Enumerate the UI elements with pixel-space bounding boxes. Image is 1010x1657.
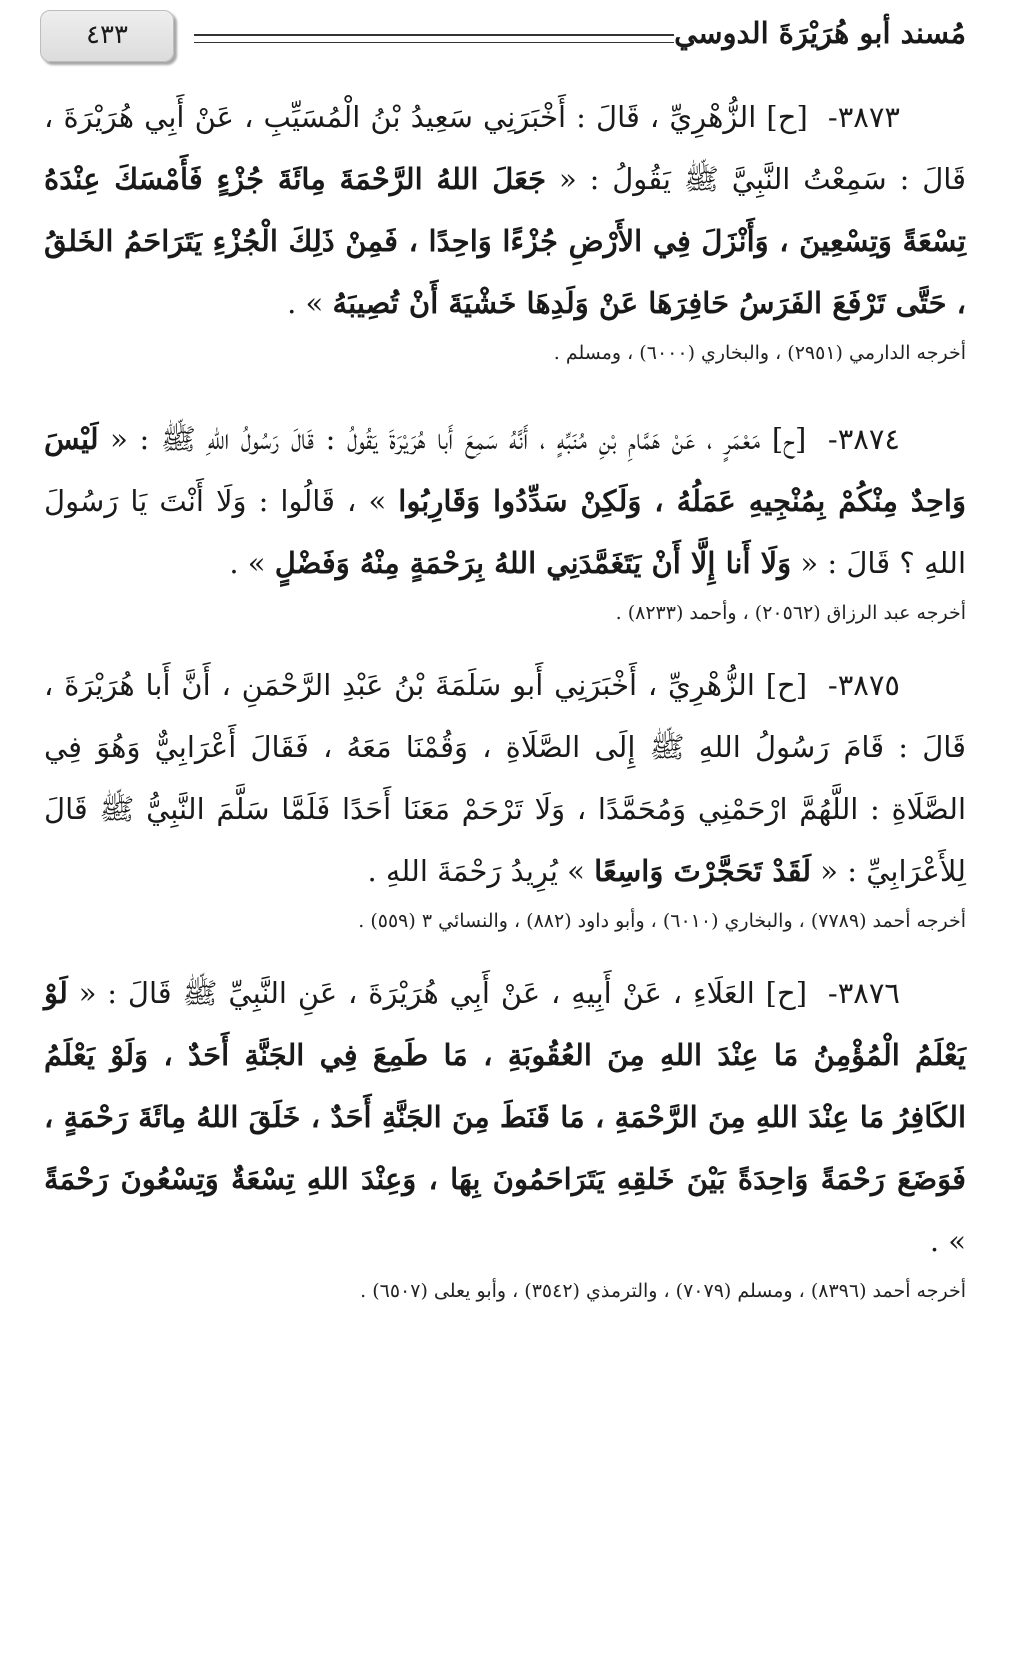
hadith-matn-2: وَلَا أَنا إِلَّا أَنْ يَتَغَمَّدَنِي اللهُ بِرَحْمَةٍ مِنْهُ وَفَضْلٍ xyxy=(274,546,792,580)
hadith-end: » يُرِيدُ رَحْمَةَ اللهِ . xyxy=(367,854,585,888)
hadith-middle: » ، قَالُوا : وَلَا أَنْتَ يَا رَسُولَ اللهِ ؟ قَالَ : « xyxy=(44,484,966,580)
hadith-matn: لَوْ يَعْلَمُ الْمُؤْمِنُ مَا عِنْدَ اللهِ مِنَ العُقُوبَةِ ، مَا طَمِعَ فِي الجَنَّةِ أَحَدٌ ، وَلَوْ يَعْلَمُ الكَافِرُ مَا عِنْدَ اللهِ مِنَ الرَّحْمَةِ ، مَا قَنَطَ مِنَ الجَنَّةِ أَحَدٌ ، خَلَقَ اللهُ مِائَةَ رَحْمَةٍ ، فَوَضَعَ رَحْمَةً وَاحِدَةً بَيْنَ خَلقِهِ يَتَرَاحَمُونَ بِهَا ، وَعِنْدَ اللهِ تِسْعَةٌ وَتِسْعُونَ رَحْمَةً xyxy=(44,976,966,1196)
hadith-3876 xyxy=(44,962,966,1272)
takhrij-note: أخرجه الدارمي (٢٩٥١) ، والبخاري (٦٠٠٠) ، ومسلم . xyxy=(553,342,966,364)
page-header xyxy=(36,10,966,64)
hadith-number: ٣٨٧٥- xyxy=(827,668,901,702)
hadith-number: ٣٨٧٣- xyxy=(827,100,901,134)
hadith-matn: لَيْسَ وَاحِدٌ مِنْكُمْ بِمُنْجِيهِ عَمَلُهُ ، وَلَكِنْ سَدِّدُوا وَقَارِبُوا xyxy=(44,422,966,518)
hadith-isnad: [ح] الزُّهْرِيِّ ، أَخْبَرَنِي أَبو سَلَمَةَ بْنُ عَبْدِ الرَّحْمَنِ ، أَنَّ أَبا هُرَيْرَةَ ، قَالَ : قَامَ رَسُولُ اللهِ ﷺ إِلَى الصَّلَاةِ ، وَقُمْنَا مَعَهُ ، فَقَالَ أَعْرَابِيٌّ وَهُوَ فِي الصَّلَاةِ : اللَّهُمَّ ارْحَمْنِي وَمُحَمَّدًا ، وَلَا تَرْحَمْ مَعَنَا أَحَدًا فَلَمَّا سَلَّمَ النَّبِيُّ ﷺ قَالَ لِلأَعْرَابِيِّ : « xyxy=(44,668,966,888)
hadith-end: » . xyxy=(929,1224,966,1258)
page-content xyxy=(44,86,966,1332)
hadith-3874 xyxy=(44,408,966,594)
hadith-end: » . xyxy=(287,286,324,320)
page-number: ٤٣٣ xyxy=(40,10,174,62)
hadith-matn: لَقَدْ تَحَجَّرْتَ وَاسِعًا xyxy=(594,854,812,888)
hadith-matn: جَعَلَ اللهُ الرَّحْمَةَ مِائَةَ جُزْءٍ فَأَمْسَكَ عِنْدَهُ تِسْعَةً وَتِسْعِينَ ، وَأَنْزَلَ فِي الأَرْضِ جُزْءًا وَاحِدًا ، فَمِنْ ذَلِكَ الْجُزْءِ يَتَرَاحَمُ الخَلقُ ، حَتَّى تَرْفَعَ الفَرَسُ حَافِرَهَا عَنْ وَلَدِهَا خَشْيَةَ أَنْ تُصِيبَهُ xyxy=(44,162,966,320)
hadith-isnad: [ح] العَلَاءِ ، عَنْ أَبِيهِ ، عَنْ أَبِي هُرَيْرَةَ ، عَنِ النَّبِيِّ ﷺ قَالَ : « xyxy=(78,976,808,1010)
header-rule-thin xyxy=(194,42,674,43)
header-rule xyxy=(194,34,674,36)
hadith-end: » . xyxy=(229,546,266,580)
hadith-isnad: [ح] مَعْمَرٍ ، عَنْ هَمَّامِ بْنِ مُنَبِّهٍ ، أَنَّهُ سَمِعَ أَبا هُرَيْرَةَ يَقُولُ : قَالَ رَسُولُ اللهِ ﷺ : « xyxy=(110,422,807,456)
takhrij-note: أخرجه أحمد (٨٣٩٦) ، ومسلم (٧٠٧٩) ، والترمذي (٣٥٤٢) ، وأبو يعلى (٦٥٠٧) . xyxy=(360,1280,966,1302)
running-title: مُسند أبو هُرَيْرَةَ الدوسي xyxy=(674,16,966,50)
hadith-number: ٣٨٧٦- xyxy=(827,976,901,1010)
hadith-3873 xyxy=(44,86,966,334)
takhrij-note: أخرجه أحمد (٧٧٨٩) ، والبخاري (٦٠١٠) ، وأبو داود (٨٨٢) ، والنسائي ٣ (٥٥٩) . xyxy=(358,910,966,932)
hadith-3875 xyxy=(44,654,966,902)
hadith-isnad: [ح] الزُّهْرِيِّ ، قَالَ : أَخْبَرَنِي سَعِيدُ بْنُ الْمُسَيِّبِ ، عَنْ أَبِي هُرَيْرَةَ ، قَالَ : سَمِعْتُ النَّبِيَّ ﷺ يَقُولُ : « xyxy=(44,100,967,196)
hadith-number: ٣٨٧٤- xyxy=(827,422,901,456)
takhrij-note: أخرجه عبد الرزاق (٢٠٥٦٢) ، وأحمد (٨٢٣٣) . xyxy=(615,602,966,624)
